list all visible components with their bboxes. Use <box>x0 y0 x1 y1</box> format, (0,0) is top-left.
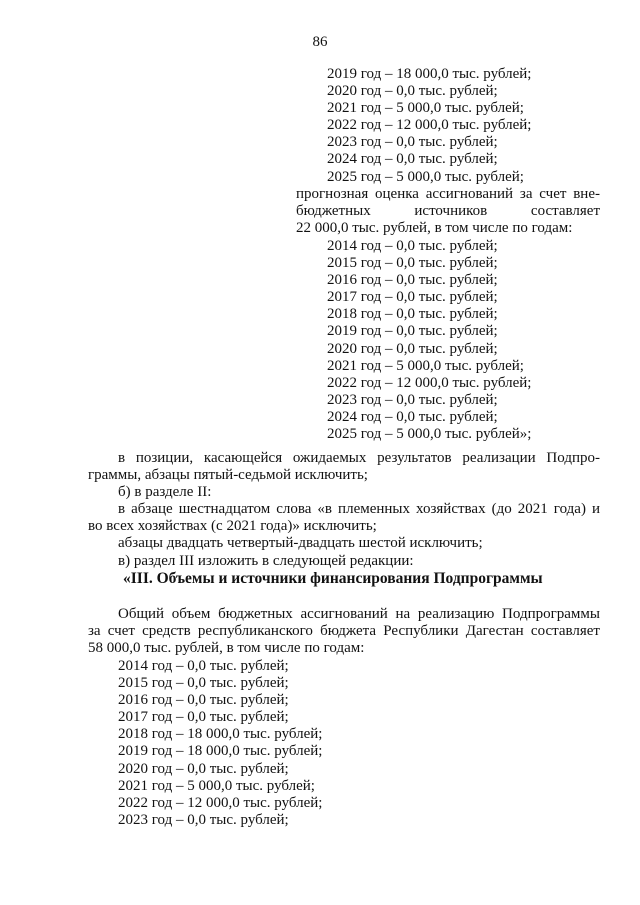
list-item: 2025 год – 5 000,0 тыс. рублей»; <box>327 426 532 443</box>
paragraph-line: в абзаце шестнадцатом слова «в племенных хозяйствах (до 2021 года) и <box>118 501 600 518</box>
paragraph-line: 58 000,0 тыс. рублей, в том числе по годам: <box>88 640 365 657</box>
list-item: 2018 год – 0,0 тыс. рублей; <box>327 306 498 323</box>
amendment-text <box>88 450 600 570</box>
section-paragraph <box>88 606 600 657</box>
list-item: 2022 год – 12 000,0 тыс. рублей; <box>118 794 323 811</box>
list-item: 2024 год – 0,0 тыс. рублей; <box>327 151 498 168</box>
list-item: 2021 год – 5 000,0 тыс. рублей; <box>327 357 524 374</box>
list-item: 2017 год – 0,0 тыс. рублей; <box>118 709 289 726</box>
list-item: 2018 год – 18 000,0 тыс. рублей; <box>118 726 323 743</box>
list-item: 2014 год – 0,0 тыс. рублей; <box>118 658 289 674</box>
list-item: 2024 год – 0,0 тыс. рублей; <box>327 408 498 425</box>
paragraph-line: в позиции, касающейся ожидаемых результатов реализации Подпро- <box>118 450 600 466</box>
list-item: 2014 год – 0,0 тыс. рублей; <box>327 238 498 254</box>
list-item: 2015 год – 0,0 тыс. рублей; <box>327 255 498 272</box>
list-item: 2019 год – 18 000,0 тыс. рублей; <box>118 743 323 760</box>
list-item: 2020 год – 0,0 тыс. рублей; <box>327 83 498 100</box>
paragraph-line: граммы, абзацы пятый-седьмой исключить; <box>88 467 368 484</box>
forecast-paragraph <box>296 186 600 237</box>
list-item: 2016 год – 0,0 тыс. рублей; <box>118 692 289 709</box>
list-item: 2019 год – 0,0 тыс. рублей; <box>327 323 498 340</box>
list-item: 2023 год – 0,0 тыс. рублей; <box>118 811 289 828</box>
paragraph-line: во всех хозяйствах (с 2021 года)» исключить; <box>88 518 377 535</box>
forecast-year-list <box>327 238 531 443</box>
section-heading: «III. Объемы и источники финансирования Подпрограммы <box>123 570 543 587</box>
paragraph-line: б) в разделе II: <box>118 484 212 501</box>
list-item: 2022 год – 12 000,0 тыс. рублей; <box>327 374 532 391</box>
page-number: 86 <box>312 34 328 50</box>
list-item: 2016 год – 0,0 тыс. рублей; <box>327 272 498 289</box>
list-item: 2021 год – 5 000,0 тыс. рублей; <box>327 100 524 117</box>
list-item: 2020 год – 0,0 тыс. рублей; <box>327 340 498 357</box>
paragraph-line: абзацы двадцать четвертый-двадцать шестой исключить; <box>118 535 483 552</box>
list-item: 2021 год – 5 000,0 тыс. рублей; <box>118 777 315 794</box>
paragraph-line: за счет средств республиканского бюджета Республики Дагестан составляет <box>88 623 600 640</box>
forecast-line: 22 000,0 тыс. рублей, в том числе по годам: <box>296 220 573 237</box>
list-item: 2019 год – 18 000,0 тыс. рублей; <box>327 66 532 82</box>
top-year-list <box>327 66 531 186</box>
list-item: 2017 год – 0,0 тыс. рублей; <box>327 289 498 306</box>
forecast-line: прогнозная оценка ассигнований за счет вне- <box>296 186 600 202</box>
paragraph-line: Общий объем бюджетных ассигнований на реализацию Подпрограммы <box>118 606 600 622</box>
list-item: 2023 год – 0,0 тыс. рублей; <box>327 134 498 151</box>
bottom-year-list <box>118 658 322 829</box>
list-item: 2015 год – 0,0 тыс. рублей; <box>118 675 289 692</box>
forecast-line: бюджетных источников составляет <box>296 203 600 220</box>
list-item: 2023 год – 0,0 тыс. рублей; <box>327 391 498 408</box>
list-item: 2025 год – 5 000,0 тыс. рублей; <box>327 168 524 185</box>
list-item: 2022 год – 12 000,0 тыс. рублей; <box>327 117 532 134</box>
list-item: 2020 год – 0,0 тыс. рублей; <box>118 760 289 777</box>
paragraph-line: в) раздел III изложить в следующей редакции: <box>118 552 414 569</box>
